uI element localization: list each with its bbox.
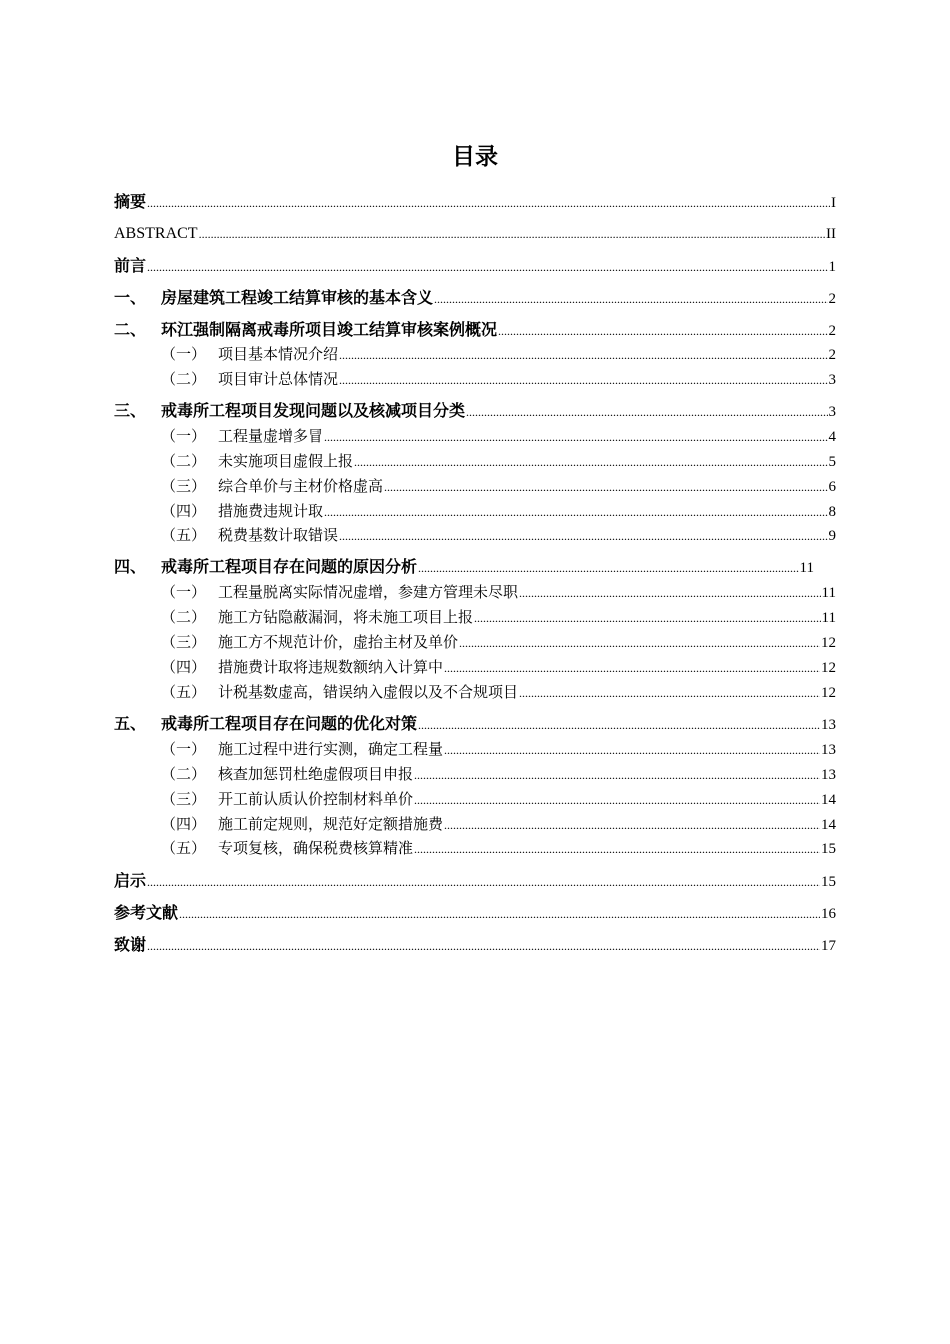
dot-leader xyxy=(474,607,821,629)
subsection-number: （五） xyxy=(161,526,207,544)
section-number: 一、 xyxy=(114,288,147,307)
dot-leader xyxy=(519,682,820,704)
toc-page-number: 2 xyxy=(828,323,836,339)
toc-entry-preface[interactable] xyxy=(114,255,836,278)
toc-page-number: 14 xyxy=(821,817,836,833)
toc-page-number: 3 xyxy=(828,372,836,388)
dot-leader xyxy=(459,632,820,654)
toc-entry-acknowledgements[interactable] xyxy=(114,934,836,957)
toc-entry-label: 前言 xyxy=(114,256,147,275)
dot-leader xyxy=(414,838,820,860)
dot-leader xyxy=(444,814,820,836)
dot-leader xyxy=(339,525,827,547)
toc-entry-label: 项目基本情况介绍 xyxy=(218,345,339,363)
section-number: 五、 xyxy=(114,714,147,733)
toc-page-number: 2 xyxy=(828,347,836,363)
toc-entry-label: 戒毒所工程项目存在问题的优化对策 xyxy=(161,714,418,733)
toc-page-number: 13 xyxy=(821,767,836,783)
toc-entry-abstract-en[interactable] xyxy=(114,223,836,245)
toc-entry-label: 房屋建筑工程竣工结算审核的基本含义 xyxy=(161,288,434,307)
toc-page-number: 6 xyxy=(828,479,836,495)
toc-entry-section-2[interactable] xyxy=(114,319,836,342)
toc-page-number: 1 xyxy=(828,259,836,275)
toc-page-number: 15 xyxy=(821,841,836,857)
toc-entry-section-1[interactable] xyxy=(114,287,836,310)
toc-subentry[interactable] xyxy=(161,813,836,836)
dot-leader xyxy=(414,789,820,811)
toc-entry-label: 参考文献 xyxy=(114,903,179,922)
dot-leader xyxy=(147,871,820,893)
toc-subentry[interactable] xyxy=(161,738,836,761)
subsection-number: （一） xyxy=(161,427,207,445)
dot-leader xyxy=(519,582,821,604)
dot-leader xyxy=(339,344,827,366)
dot-leader xyxy=(324,501,827,523)
toc-entry-label: 项目审计总体情况 xyxy=(218,370,339,388)
toc-page-number: I xyxy=(831,195,836,211)
subsection-number: （三） xyxy=(161,790,207,808)
toc-page-number: 11 xyxy=(821,585,836,601)
toc-page-number: 13 xyxy=(821,742,836,758)
toc-page-number: 9 xyxy=(828,528,836,544)
section-number: 二、 xyxy=(114,320,147,339)
dot-leader xyxy=(414,764,820,786)
subsection-number: （一） xyxy=(161,583,207,601)
toc-entry-label: 工程量虚增多冒 xyxy=(218,427,324,445)
toc-page-number: 17 xyxy=(821,938,836,954)
dot-leader xyxy=(434,288,827,310)
dot-leader xyxy=(498,320,827,342)
toc-entry-label: 启示 xyxy=(114,871,147,890)
toc-entry-label: 环江强制隔离戒毒所项目竣工结算审核案例概况 xyxy=(161,320,498,339)
toc-page-number: 2 xyxy=(828,291,836,307)
toc-entry-section-3[interactable] xyxy=(114,400,836,423)
toc-entry-section-4[interactable] xyxy=(114,556,814,579)
toc-subentry[interactable] xyxy=(161,343,836,366)
toc-subentry[interactable] xyxy=(161,763,836,786)
subsection-number: （四） xyxy=(161,658,207,676)
subsection-number: （四） xyxy=(161,815,207,833)
toc-page-number: 11 xyxy=(821,610,836,626)
dot-leader xyxy=(444,739,820,761)
toc-entry-label: 综合单价与主材价格虚高 xyxy=(218,477,384,495)
subsection-number: （二） xyxy=(161,370,207,388)
toc-subentry[interactable] xyxy=(161,581,836,604)
subsection-number: （三） xyxy=(161,633,207,651)
toc-entry-label: 措施费违规计取 xyxy=(218,502,324,520)
toc-subentry[interactable] xyxy=(161,656,836,679)
section-number: 四、 xyxy=(114,557,147,576)
toc-entry-label: 工程量脱离实际情况虚增，参建方管理未尽职 xyxy=(218,583,519,601)
toc-page-number: 12 xyxy=(821,635,836,651)
dot-leader xyxy=(147,256,827,278)
toc-page-number: 5 xyxy=(828,454,836,470)
toc-page-number: 12 xyxy=(821,660,836,676)
subsection-number: （五） xyxy=(161,683,207,701)
toc-entry-label: 专项复核，确保税费核算精准 xyxy=(218,839,414,857)
toc-page-number: 3 xyxy=(828,404,836,420)
toc-page-number: 16 xyxy=(821,906,836,922)
toc-entry-label: 开工前认质认价控制材料单价 xyxy=(218,790,414,808)
toc-page-number: 13 xyxy=(821,717,836,733)
toc-subentry[interactable] xyxy=(161,500,836,523)
subsection-number: （二） xyxy=(161,608,207,626)
toc-entry-label: 戒毒所工程项目存在问题的原因分析 xyxy=(161,557,418,576)
toc-page-number: 15 xyxy=(821,874,836,890)
table-of-contents xyxy=(114,0,836,1000)
toc-entry-section-5[interactable] xyxy=(114,713,836,736)
toc-subentry[interactable] xyxy=(161,524,836,547)
toc-subentry[interactable] xyxy=(161,450,836,473)
dot-leader xyxy=(418,557,799,579)
dot-leader xyxy=(384,476,827,498)
subsection-number: （二） xyxy=(161,452,207,470)
toc-page-number: 11 xyxy=(799,560,814,576)
section-number: 三、 xyxy=(114,401,147,420)
page-title: 目录 xyxy=(452,144,498,170)
subsection-number: （五） xyxy=(161,839,207,857)
toc-entry-label: 计税基数虚高，错误纳入虚假以及不合规项目 xyxy=(218,683,519,701)
dot-leader xyxy=(466,401,827,423)
toc-entry-label: 致谢 xyxy=(114,935,147,954)
toc-entry-label: 措施费计取将违规数额纳入计算中 xyxy=(218,658,444,676)
toc-entry-label: ABSTRACT xyxy=(114,225,198,242)
toc-entry-references[interactable] xyxy=(114,902,836,925)
toc-subentry[interactable] xyxy=(161,631,836,654)
dot-leader xyxy=(147,935,820,957)
toc-page-number: 12 xyxy=(821,685,836,701)
toc-subentry[interactable] xyxy=(161,606,836,629)
dot-leader xyxy=(147,192,830,214)
subsection-number: （二） xyxy=(161,765,207,783)
dot-leader xyxy=(354,451,827,473)
toc-entry-inspiration[interactable] xyxy=(114,870,836,893)
toc-subentry[interactable] xyxy=(161,681,836,704)
subsection-number: （四） xyxy=(161,502,207,520)
toc-entry-label: 施工前定规则，规范好定额措施费 xyxy=(218,815,444,833)
toc-entry-label: 摘要 xyxy=(114,192,147,211)
toc-entry-label: 税费基数计取错误 xyxy=(218,526,339,544)
toc-entry-label: 施工方不规范计价，虚抬主材及单价 xyxy=(218,633,459,651)
dot-leader xyxy=(199,223,825,245)
subsection-number: （一） xyxy=(161,345,207,363)
dot-leader xyxy=(339,369,827,391)
dot-leader xyxy=(444,657,820,679)
toc-entry-label: 施工过程中进行实测，确定工程量 xyxy=(218,740,444,758)
toc-entry-label: 戒毒所工程项目发现问题以及核减项目分类 xyxy=(161,401,466,420)
toc-entry-label: 核查加惩罚杜绝虚假项目申报 xyxy=(218,765,414,783)
toc-subentry[interactable] xyxy=(161,788,836,811)
toc-subentry[interactable] xyxy=(161,425,836,448)
toc-entry-label: 未实施项目虚假上报 xyxy=(218,452,354,470)
toc-page-number: 8 xyxy=(828,504,836,520)
toc-entry-label: 施工方钻隐蔽漏洞，将未施工项目上报 xyxy=(218,608,474,626)
toc-subentry[interactable] xyxy=(161,475,836,498)
toc-subentry[interactable] xyxy=(161,368,836,391)
toc-page-number: II xyxy=(826,226,836,242)
toc-page-number: 14 xyxy=(821,792,836,808)
dot-leader xyxy=(324,426,827,448)
toc-page-number: 4 xyxy=(828,429,836,445)
subsection-number: （三） xyxy=(161,477,207,495)
toc-subentry[interactable] xyxy=(161,837,836,860)
dot-leader xyxy=(418,714,820,736)
dot-leader xyxy=(179,903,820,925)
subsection-number: （一） xyxy=(161,740,207,758)
toc-entry-abstract-cn[interactable] xyxy=(114,191,836,214)
